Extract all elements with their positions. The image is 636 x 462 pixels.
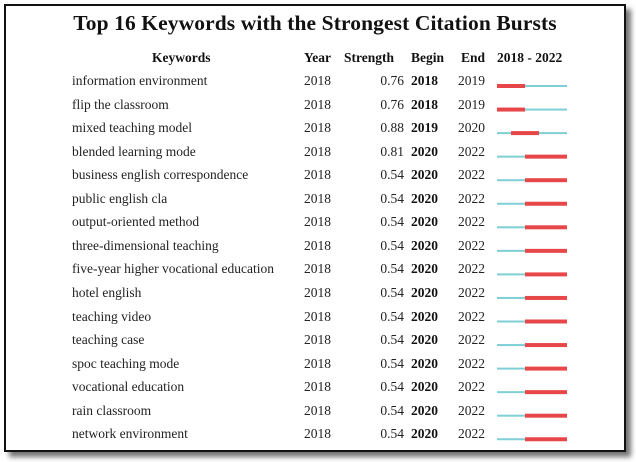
end-value: 2022	[458, 426, 485, 442]
keyword-label: teaching case	[72, 332, 145, 348]
year-value: 2018	[304, 120, 331, 136]
burst-bar	[525, 437, 567, 441]
begin-value: 2020	[411, 332, 438, 348]
keyword-label: information environment	[72, 73, 208, 88]
begin-value: 2018	[411, 96, 438, 112]
end-value: 2022	[458, 379, 485, 395]
keyword-label: three-dimensional teaching	[72, 237, 219, 253]
keyword-label: vocational education	[72, 379, 185, 395]
strength-value: 0.54	[380, 355, 404, 371]
begin-value: 2020	[411, 379, 438, 395]
keyword-label: output-oriented method	[72, 214, 200, 230]
end-value: 2022	[458, 214, 485, 230]
strength-value: 0.54	[380, 190, 404, 206]
year-value: 2018	[304, 284, 331, 300]
header-keywords: Keywords	[152, 50, 211, 65]
keyword-label: public english cla	[72, 190, 168, 206]
strength-value: 0.76	[380, 96, 404, 112]
year-value: 2018	[304, 143, 331, 159]
year-value: 2018	[304, 237, 331, 253]
keyword-label: hotel english	[72, 284, 142, 300]
year-value: 2018	[304, 355, 331, 371]
keyword-label: business english correspondence	[72, 167, 249, 183]
begin-value: 2020	[411, 426, 438, 442]
burst-bar	[525, 202, 567, 206]
end-value: 2022	[458, 355, 485, 371]
burst-bar	[525, 155, 567, 159]
end-value: 2022	[458, 143, 485, 159]
keyword-label: flip the classroom	[72, 96, 169, 112]
strength-value: 0.76	[380, 73, 404, 88]
burst-bar	[525, 272, 567, 276]
begin-value: 2020	[411, 308, 438, 324]
chart-frame	[4, 4, 626, 452]
begin-value: 2020	[411, 284, 438, 300]
keyword-label: blended learning mode	[72, 143, 196, 159]
year-value: 2018	[304, 308, 331, 324]
keyword-label: five-year higher vocational education	[72, 261, 275, 277]
year-value: 2018	[304, 96, 331, 112]
year-value: 2018	[304, 402, 331, 418]
header-begin: Begin	[411, 50, 445, 65]
strength-value: 0.81	[380, 143, 404, 159]
burst-bar	[525, 225, 567, 229]
begin-value: 2020	[411, 261, 438, 277]
burst-bar	[525, 367, 567, 371]
burst-bar	[525, 178, 567, 182]
header-timeline: 2018 - 2022	[497, 50, 563, 65]
strength-value: 0.88	[380, 120, 404, 136]
burst-bar	[525, 249, 567, 253]
begin-value: 2020	[411, 237, 438, 253]
strength-value: 0.54	[380, 167, 404, 183]
header-year: Year	[304, 50, 331, 65]
year-value: 2018	[304, 167, 331, 183]
strength-value: 0.54	[380, 261, 404, 277]
end-value: 2022	[458, 190, 485, 206]
end-value: 2020	[458, 120, 485, 136]
keyword-label: network environment	[72, 426, 188, 442]
burst-bar	[497, 108, 525, 112]
end-value: 2019	[458, 73, 485, 88]
strength-value: 0.54	[380, 426, 404, 442]
burst-bar	[525, 390, 567, 394]
year-value: 2018	[304, 379, 331, 395]
end-value: 2022	[458, 284, 485, 300]
strength-value: 0.54	[380, 237, 404, 253]
keyword-label: rain classroom	[72, 402, 152, 418]
end-value: 2022	[458, 308, 485, 324]
begin-value: 2020	[411, 143, 438, 159]
strength-value: 0.54	[380, 284, 404, 300]
end-value: 2022	[458, 402, 485, 418]
header-strength: Strength	[344, 50, 395, 65]
header-end: End	[461, 50, 486, 65]
strength-value: 0.54	[380, 402, 404, 418]
year-value: 2018	[304, 426, 331, 442]
end-value: 2019	[458, 96, 485, 112]
year-value: 2018	[304, 73, 331, 88]
year-value: 2018	[304, 190, 331, 206]
end-value: 2022	[458, 167, 485, 183]
strength-value: 0.54	[380, 379, 404, 395]
begin-value: 2020	[411, 167, 438, 183]
keyword-label: teaching video	[72, 308, 152, 324]
year-value: 2018	[304, 261, 331, 277]
strength-value: 0.54	[380, 332, 404, 348]
strength-value: 0.54	[380, 214, 404, 230]
burst-timeline-bars	[6, 6, 624, 450]
burst-bar	[525, 414, 567, 418]
burst-bar	[497, 84, 525, 88]
chart-title: Top 16 Keywords with the Strongest Citation Bursts	[73, 11, 557, 35]
begin-value: 2018	[411, 73, 438, 88]
keyword-label: spoc teaching mode	[72, 355, 180, 371]
burst-bar	[525, 320, 567, 324]
begin-value: 2020	[411, 214, 438, 230]
year-value: 2018	[304, 332, 331, 348]
burst-bar	[525, 296, 567, 300]
begin-value: 2020	[411, 190, 438, 206]
strength-value: 0.54	[380, 308, 404, 324]
burst-bar	[525, 343, 567, 347]
end-value: 2022	[458, 332, 485, 348]
begin-value: 2020	[411, 402, 438, 418]
end-value: 2022	[458, 261, 485, 277]
begin-value: 2020	[411, 355, 438, 371]
end-value: 2022	[458, 237, 485, 253]
year-value: 2018	[304, 214, 331, 230]
burst-bar	[511, 131, 539, 135]
begin-value: 2019	[411, 120, 438, 136]
keyword-label: mixed teaching model	[72, 120, 192, 136]
